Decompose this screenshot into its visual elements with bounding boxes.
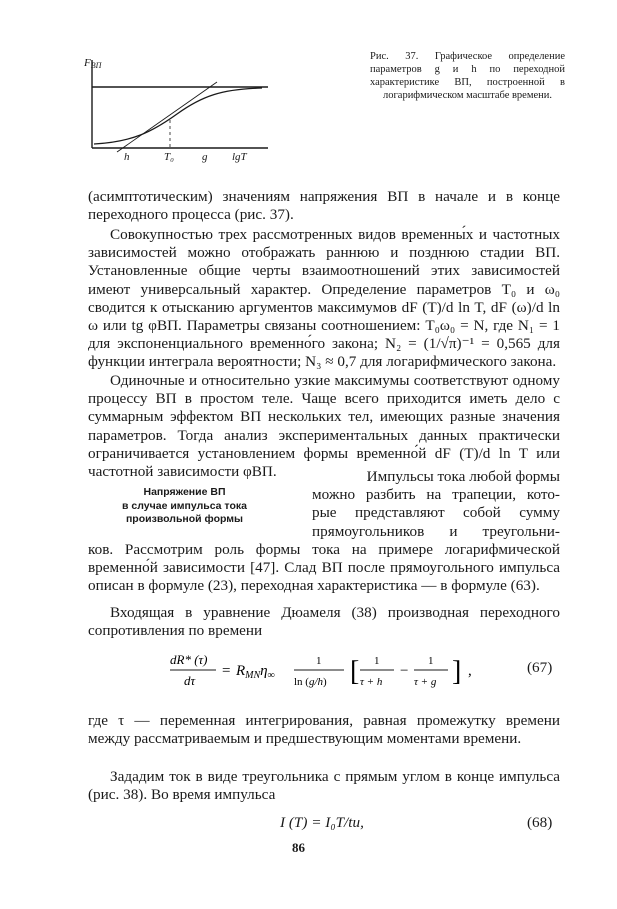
figure-37 [82, 52, 272, 172]
tick-g: g [202, 151, 208, 163]
tangent-line [117, 82, 217, 152]
column-line: рые представляют собой сумму [312, 504, 560, 522]
paragraph-4-rest: ков. Рассмотрим роль формы тока на примере логарифмической временно́й зависимости [47]. Слад ВП после прямоугольного импульса описан в формуле (23), переходная характеристика — в формуле (63). [88, 541, 560, 595]
paragraph-2: Совокупностью трех рассмотренных видов временны́х и частотных зависимостей можно отображать раннюю и позднюю стадии ВП. Установленные общие черты взаимоотношений этих зависимостей имеют универсальный характер. Определение параметров T₀ и ω₀ сводится к отысканию аргументов максимумов dF (T)/d ln T, dF (ω)/d ln ω или tg φВП. Параметры связаны соотношением: T₀ω₀ = N, где N₁ = 1 для экспоненциального временно́го закона; N₂ = (1/√π)⁻¹ = 0,565 для функции интеграла вероятности; N₃ ≈ 0,7 для логарифмического закона. [88, 226, 560, 371]
svg-text:τ + g: τ + g [414, 676, 437, 688]
page-number: 86 [292, 840, 305, 855]
side-heading-line: в случае импульса тока [122, 499, 247, 512]
svg-text:dR* (τ): dR* (τ) [170, 652, 208, 667]
svg-text:−: − [400, 663, 409, 679]
equation-68: I (T) = I₀T/tи, [280, 814, 364, 831]
svg-text:=: = [222, 663, 231, 679]
svg-text:1: 1 [316, 655, 322, 667]
paragraph-6: где τ — переменная интегрирования, равная промежутку времени между рассматриваемым и предшествующим моментами времени. [88, 712, 560, 748]
transient-curve [94, 88, 262, 144]
equation-68-number: (68) [527, 814, 553, 831]
side-heading-line: Напряжение ВП [143, 486, 226, 498]
column-line: Импульсы тока любой формы [366, 468, 560, 485]
tick-t0: T₀ [164, 151, 174, 163]
tick-lgt: lgT [232, 151, 247, 163]
equation-67 [170, 648, 490, 692]
svg-text:[: [ [350, 656, 360, 687]
side-heading [92, 486, 277, 527]
svg-text:RMNη∞: $R_{MN}\eta_\infty$ [236, 663, 275, 681]
figure-caption: Рис. 37. Графическое определение параметров g и h по переходной характеристике ВП, построенной в логарифмическом масштабе времени. [370, 51, 565, 101]
svg-text:dτ: dτ [184, 673, 196, 688]
svg-text:τ + h: τ + h [360, 676, 383, 688]
paragraph-4-column [312, 468, 560, 541]
tick-h: h [124, 151, 130, 163]
side-heading-line: произвольной формы [125, 513, 244, 525]
paragraph-3: Одиночные и относительно узкие максимумы соответствуют одному процессу ВП в простом теле. Чаще всего приходится иметь дело с суммарным эффектом ВП нескольких тел, имеющих разные значения параметров. Тогда анализ экспериментальных данных практически ограничивается установлением формы временно́й dF (T)/d ln T или частотной зависимости φВП. [88, 372, 560, 481]
column-line: можно разбить на трапеции, кото- [312, 486, 560, 504]
column-line: прямоугольников и треугольни- [312, 522, 560, 540]
paragraph-5: Входящая в уравнение Дюамеля (38) производная переходного сопротивления по времени [88, 604, 560, 640]
svg-text:]: ] [452, 656, 462, 687]
equation-67-number: (67) [527, 659, 553, 676]
paragraph-1: (асимптотическим) значениям напряжения ВП в начале и в конце переходного процесса (рис. 37). [88, 188, 560, 224]
svg-text:,: , [468, 663, 472, 679]
y-axis-label: FВП [84, 57, 102, 70]
svg-text:1: 1 [428, 655, 434, 667]
svg-text:1: 1 [374, 655, 380, 667]
svg-text:ln (g/h): ln (g/h) [294, 676, 327, 688]
paragraph-7: Зададим ток в виде треугольника с прямым углом в конце импульса (рис. 38). Во время импульса [88, 768, 560, 804]
